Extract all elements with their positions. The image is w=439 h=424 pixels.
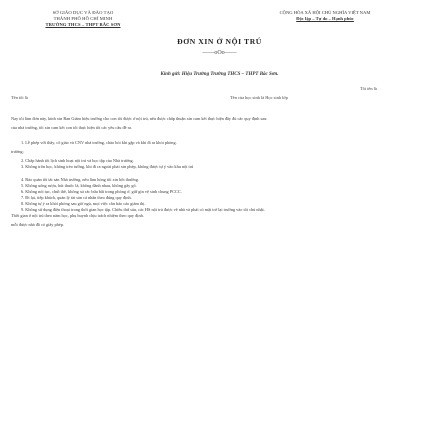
national-motto: Độc lập – Tự do – Hạnh phúc: [296, 16, 354, 21]
rule-item: 4. Bảo quản tốt tài sản Nhà trường, nếu làm hỏng tôi xin bồi thường.: [21, 176, 139, 182]
rule-item: 2. Chấp hành tốt lịch sinh hoạt nội trú và học tập của Nhà trường.: [21, 158, 134, 164]
closing-paragraph: Thời gian ở nội trú theo năm học, phụ huynh chịu trách nhiệm theo quy định.: [11, 213, 144, 219]
field-class: Tên của học sinh là Học sinh lớp: [230, 95, 288, 100]
document-title: ĐƠN XIN Ở NỘI TRÚ: [177, 37, 262, 46]
field-name: Tôi tên là: [360, 86, 377, 91]
closing-paragraph-cont: mỗi được nhà đã có giấy phép.: [11, 222, 64, 228]
rule-1: 1. Lễ phép với thầy, cô giáo và CNV nhà trường, chào hỏi khi gặp và khi đi ra khỏi phòng.: [21, 140, 177, 146]
field-parent: Tên tôi là: [11, 95, 28, 100]
intro-paragraph-cont: của nhà trường, tôi xin cam kết con tôi thực hiện tốt các yêu cầu đề ra.: [11, 125, 132, 131]
issuer-header: [8, 10, 158, 28]
rule-item: 5. Không uống rượu, hút thuốc lá, không đánh nhau, không gây gổ.: [21, 182, 137, 188]
title-separator: ——oOo——: [202, 50, 237, 56]
rule-item: 7. Đi lại, tiếp khách, quản lý tài sản cá nhân theo đúng quy định.: [21, 194, 132, 200]
rule-item: 3. Không trốn học, không trèo tường, khi đi ra ngoài phải xin phép, không được tự ý vào khu nội trú: [21, 164, 194, 170]
national-header: [240, 10, 410, 22]
issuer-line-1: SỞ GIÁO DỤC VÀ ĐÀO TẠO: [52, 10, 114, 15]
national-name: CỘNG HÒA XÃ HỘI CHỦ NGHĨA VIỆT NAM: [279, 10, 371, 15]
issuer-line-3: TRƯỜNG THCS – THPT BẮC SƠN: [45, 22, 121, 27]
rule-item: 9. Không sử dụng điện thoại trong thời gian học tập. Chiều thứ sáu, các HS nội trú được về nhà và phải có mặt trở lại trường vào tối chủ nhật.: [21, 207, 265, 213]
rule-1-cont: trường;: [11, 149, 24, 155]
issuer-line-2: THÀNH PHỐ HỒ CHÍ MINH: [53, 16, 113, 21]
document-body: [11, 116, 431, 231]
recipient-line: Kính gửi: Hiệu Trưởng Trường THCS – THPT Bắc Sơn.: [160, 72, 279, 77]
rule-item: 8. Không tự ý ra khỏi phòng sau giờ ngủ, mọi việc cần báo cáo giám thị.: [21, 200, 146, 206]
intro-paragraph: Nay tôi làm đơn này, kính xin Ban Giám hiệu trường cho con tôi được ở nội trú, nếu được chấp thuận xin cam kết thực hiện đầy đủ các quy định sau:: [11, 116, 268, 121]
rule-item: 6. Không nói tục, chửi thề, không xả rác bừa bãi trong phòng ở, giữ gìn vệ sinh chung PCCC.: [21, 188, 182, 194]
